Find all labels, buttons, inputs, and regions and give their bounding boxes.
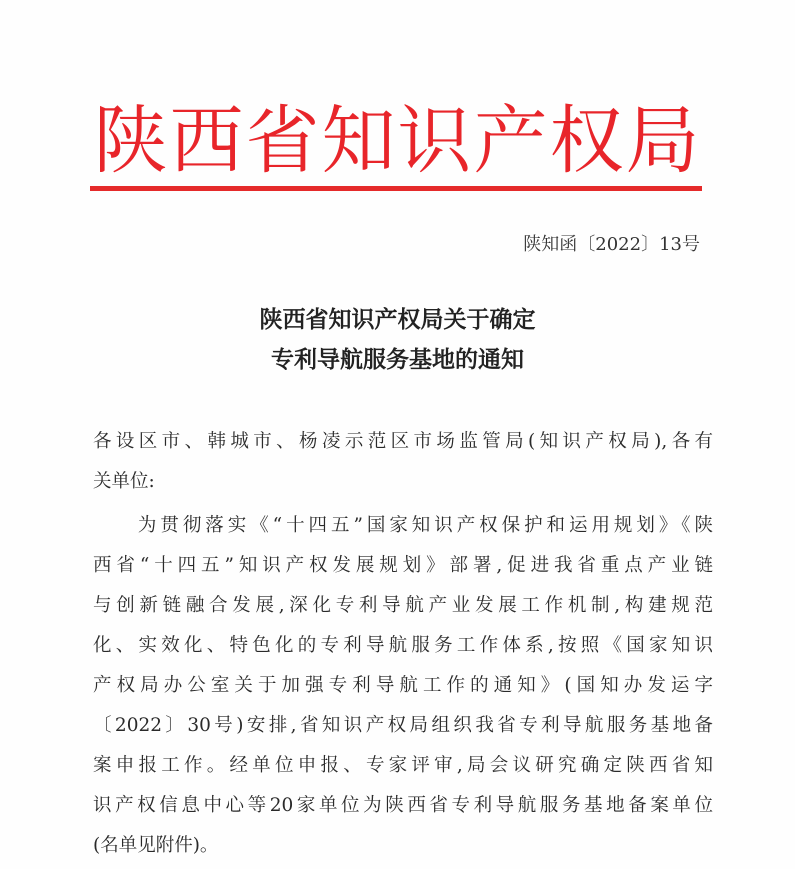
paragraph-line: 识产权信息中心等20家单位为陕西省专利导航服务基地备案单位 [93, 795, 713, 816]
salutation-line: 各设区市、韩城市、杨凌示范区市场监管局(知识产权局),各有 [93, 431, 713, 452]
issuing-organization-header: 陕西省知识产权局 [93, 98, 702, 184]
body-paragraph [93, 506, 713, 866]
paragraph-line: 为贯彻落实《“十四五”国家知识产权保护和运用规划》《陕 [93, 515, 713, 536]
paragraph-line: 西省“十四五”知识产权发展规划》部署,促进我省重点产业链 [93, 555, 713, 576]
paragraph-line: 〔2022〕30号)安排,省知识产权局组织我省专利导航服务基地备 [93, 715, 713, 736]
salutation [93, 422, 713, 502]
paragraph-line: (名单见附件)。 [93, 835, 219, 856]
red-header-rule [90, 186, 702, 191]
paragraph-line: 与创新链融合发展,深化专利导航产业发展工作机制,构建规范 [93, 595, 713, 616]
paragraph-line: 产权局办公室关于加强专利导航工作的通知》(国知办发运字 [93, 675, 713, 696]
paragraph-line: 化、实效化、特色化的专利导航服务工作体系,按照《国家知识 [93, 635, 713, 656]
document-title-line-2: 专利导航服务基地的通知 [271, 347, 524, 373]
document-title-line-1: 陕西省知识产权局关于确定 [259, 307, 536, 333]
document-number: 陕知函〔2022〕13号 [523, 234, 700, 255]
salutation-line: 关单位: [93, 471, 155, 492]
paragraph-line: 案申报工作。经单位申报、专家评审,局会议研究确定陕西省知 [93, 755, 713, 776]
